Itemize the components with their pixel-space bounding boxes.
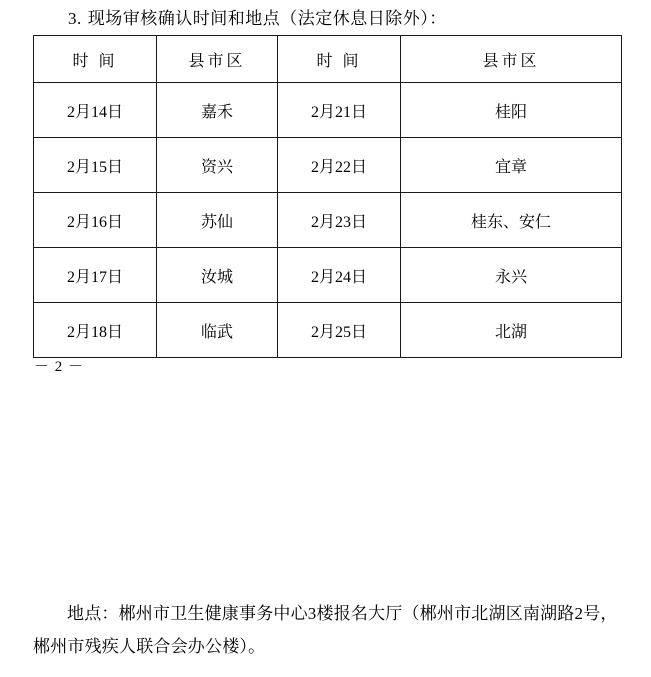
cell-time-1: 2月15日 bbox=[34, 138, 157, 193]
cell-time-2: 2月22日 bbox=[278, 138, 401, 193]
cell-time-1: 2月18日 bbox=[34, 303, 157, 358]
table-row bbox=[34, 83, 622, 138]
location-paragraph: 地点：郴州市卫生健康事务中心3楼报名大厅（郴州市北湖区南湖路2号，郴州市残疾人联合会办公楼）。 bbox=[33, 604, 618, 656]
table-header-row bbox=[34, 36, 622, 83]
cell-district-1: 临武 bbox=[157, 303, 278, 358]
cell-time-2: 2月21日 bbox=[278, 83, 401, 138]
cell-district-1: 汝城 bbox=[157, 248, 278, 303]
table-row bbox=[34, 193, 622, 248]
cell-district-1: 嘉禾 bbox=[157, 83, 278, 138]
table-row bbox=[34, 138, 622, 193]
column-header-time-2: 时 间 bbox=[278, 36, 401, 83]
schedule-table bbox=[33, 35, 622, 358]
cell-district-2: 永兴 bbox=[401, 248, 622, 303]
cell-district-1: 资兴 bbox=[157, 138, 278, 193]
cell-time-1: 2月14日 bbox=[34, 83, 157, 138]
table-row bbox=[34, 248, 622, 303]
cell-time-2: 2月25日 bbox=[278, 303, 401, 358]
cell-time-1: 2月17日 bbox=[34, 248, 157, 303]
table-row bbox=[34, 303, 622, 358]
cell-district-2: 宜章 bbox=[401, 138, 622, 193]
section-number: 3. bbox=[68, 9, 82, 28]
cell-time-2: 2月24日 bbox=[278, 248, 401, 303]
section-heading bbox=[68, 4, 447, 29]
column-header-time-1: 时 间 bbox=[34, 36, 157, 83]
column-header-district-2: 县市区 bbox=[401, 36, 622, 83]
column-header-district-1: 县市区 bbox=[157, 36, 278, 83]
section-heading-text: 现场审核确认时间和地点（法定休息日除外）： bbox=[87, 9, 447, 28]
cell-district-2: 北湖 bbox=[401, 303, 622, 358]
cell-district-1: 苏仙 bbox=[157, 193, 278, 248]
page-number: － 2 － bbox=[34, 359, 85, 375]
cell-time-1: 2月16日 bbox=[34, 193, 157, 248]
cell-district-2: 桂阳 bbox=[401, 83, 622, 138]
cell-district-2: 桂东、安仁 bbox=[401, 193, 622, 248]
cell-time-2: 2月23日 bbox=[278, 193, 401, 248]
